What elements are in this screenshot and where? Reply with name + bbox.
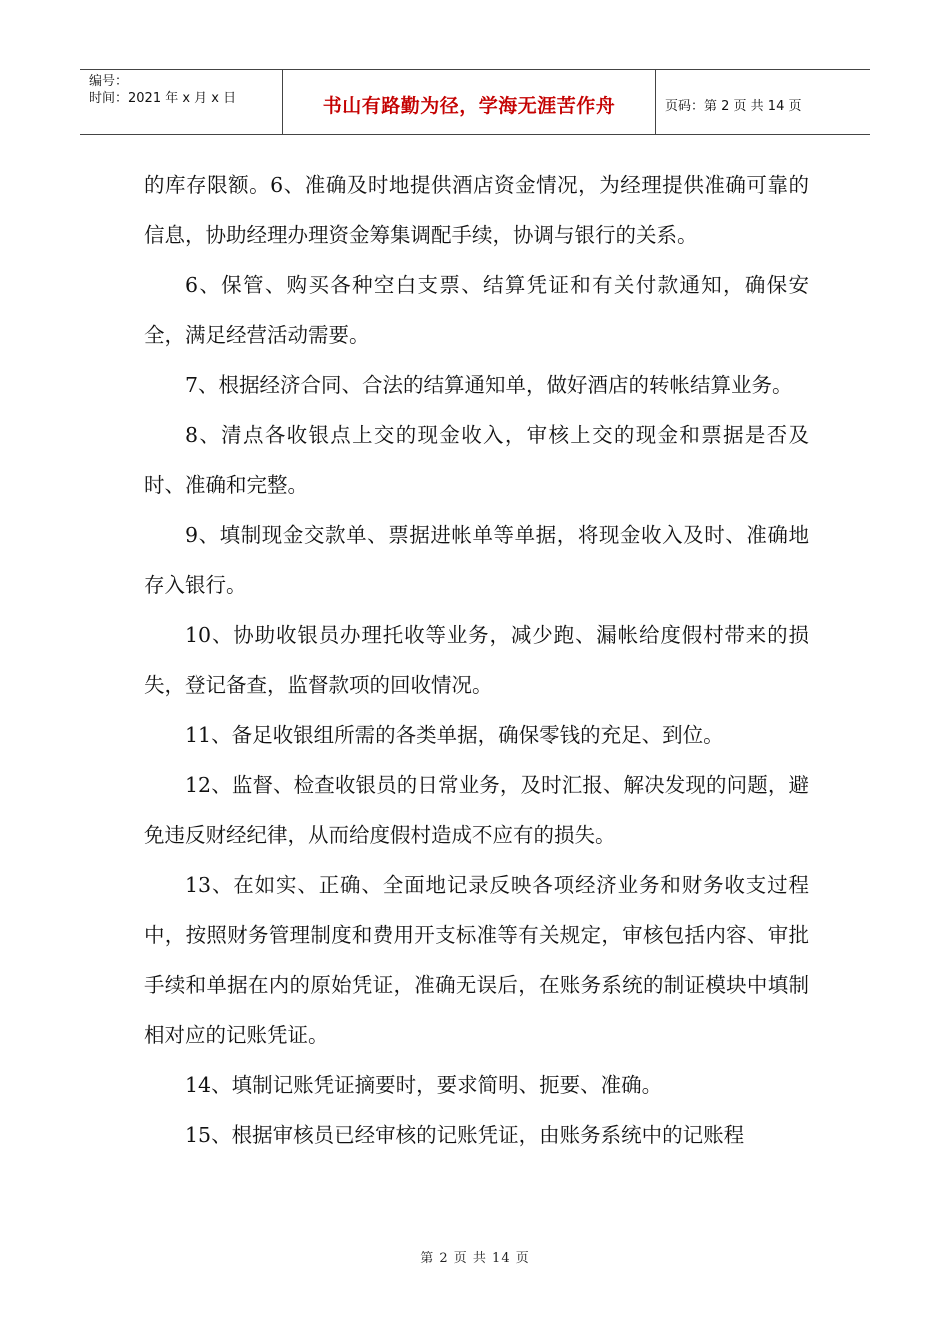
paragraph: 14、填制记账凭证摘要时，要求简明、扼要、准确。 (185, 1073, 663, 1097)
paragraph: 9、填制现金交款单、票据进帐单等单据，将现金收入及时、准确地存入银行。 (144, 523, 809, 597)
number-label: 编号： (89, 74, 129, 89)
header-meta-cell (80, 70, 283, 134)
paragraph: 的库存限额。6、准确及时地提供酒店资金情况，为经理提供准确可靠的信息，协助经理办理资金筹集调配手续，协调与银行的关系。 (144, 173, 809, 247)
paragraph: 12、监督、检查收银员的日常业务，及时汇报、解决发现的问题，避免违反财经纪律，从而给度假村造成不应有的损失。 (144, 773, 809, 847)
page-footer: 第 2 页 共 14 页 (420, 1251, 530, 1266)
document-body (144, 160, 809, 1160)
paragraph: 15、根据审核员已经审核的记账凭证，由账务系统中的记账程 (185, 1123, 745, 1147)
paragraph: 11、备足收银组所需的各类单据，确保零钱的充足、到位。 (185, 723, 724, 747)
paragraph: 13、在如实、正确、全面地记录反映各项经济业务和财务收支过程中，按照财务管理制度和费用开支标准等有关规定，审核包括内容、审批手续和单据在内的原始凭证，准确无误后，在账务系统的制证模块中填制相对应的记账凭证。 (144, 873, 809, 1047)
paragraph: 6、保管、购买各种空白支票、结算凭证和有关付款通知，确保安全，满足经营活动需要。 (144, 273, 809, 347)
paragraph: 7、根据经济合同、合法的结算通知单，做好酒店的转帐结算业务。 (185, 373, 793, 397)
header-page-cell (656, 70, 870, 134)
document-header (80, 69, 870, 135)
paragraph: 8、清点各收银点上交的现金收入，审核上交的现金和票据是否及时、准确和完整。 (144, 423, 809, 497)
page-info: 页码：第 2 页 共 14 页 (665, 98, 802, 114)
motto-text: 书山有路勤为径，学海无涯苦作舟 (322, 94, 616, 117)
paragraph: 10、协助收银员办理托收等业务，减少跑、漏帐给度假村带来的损失，登记备查，监督款项的回收情况。 (144, 623, 809, 697)
time-label: 时间：2021 年 x 月 x 日 (89, 91, 237, 106)
header-motto-cell (283, 70, 656, 134)
